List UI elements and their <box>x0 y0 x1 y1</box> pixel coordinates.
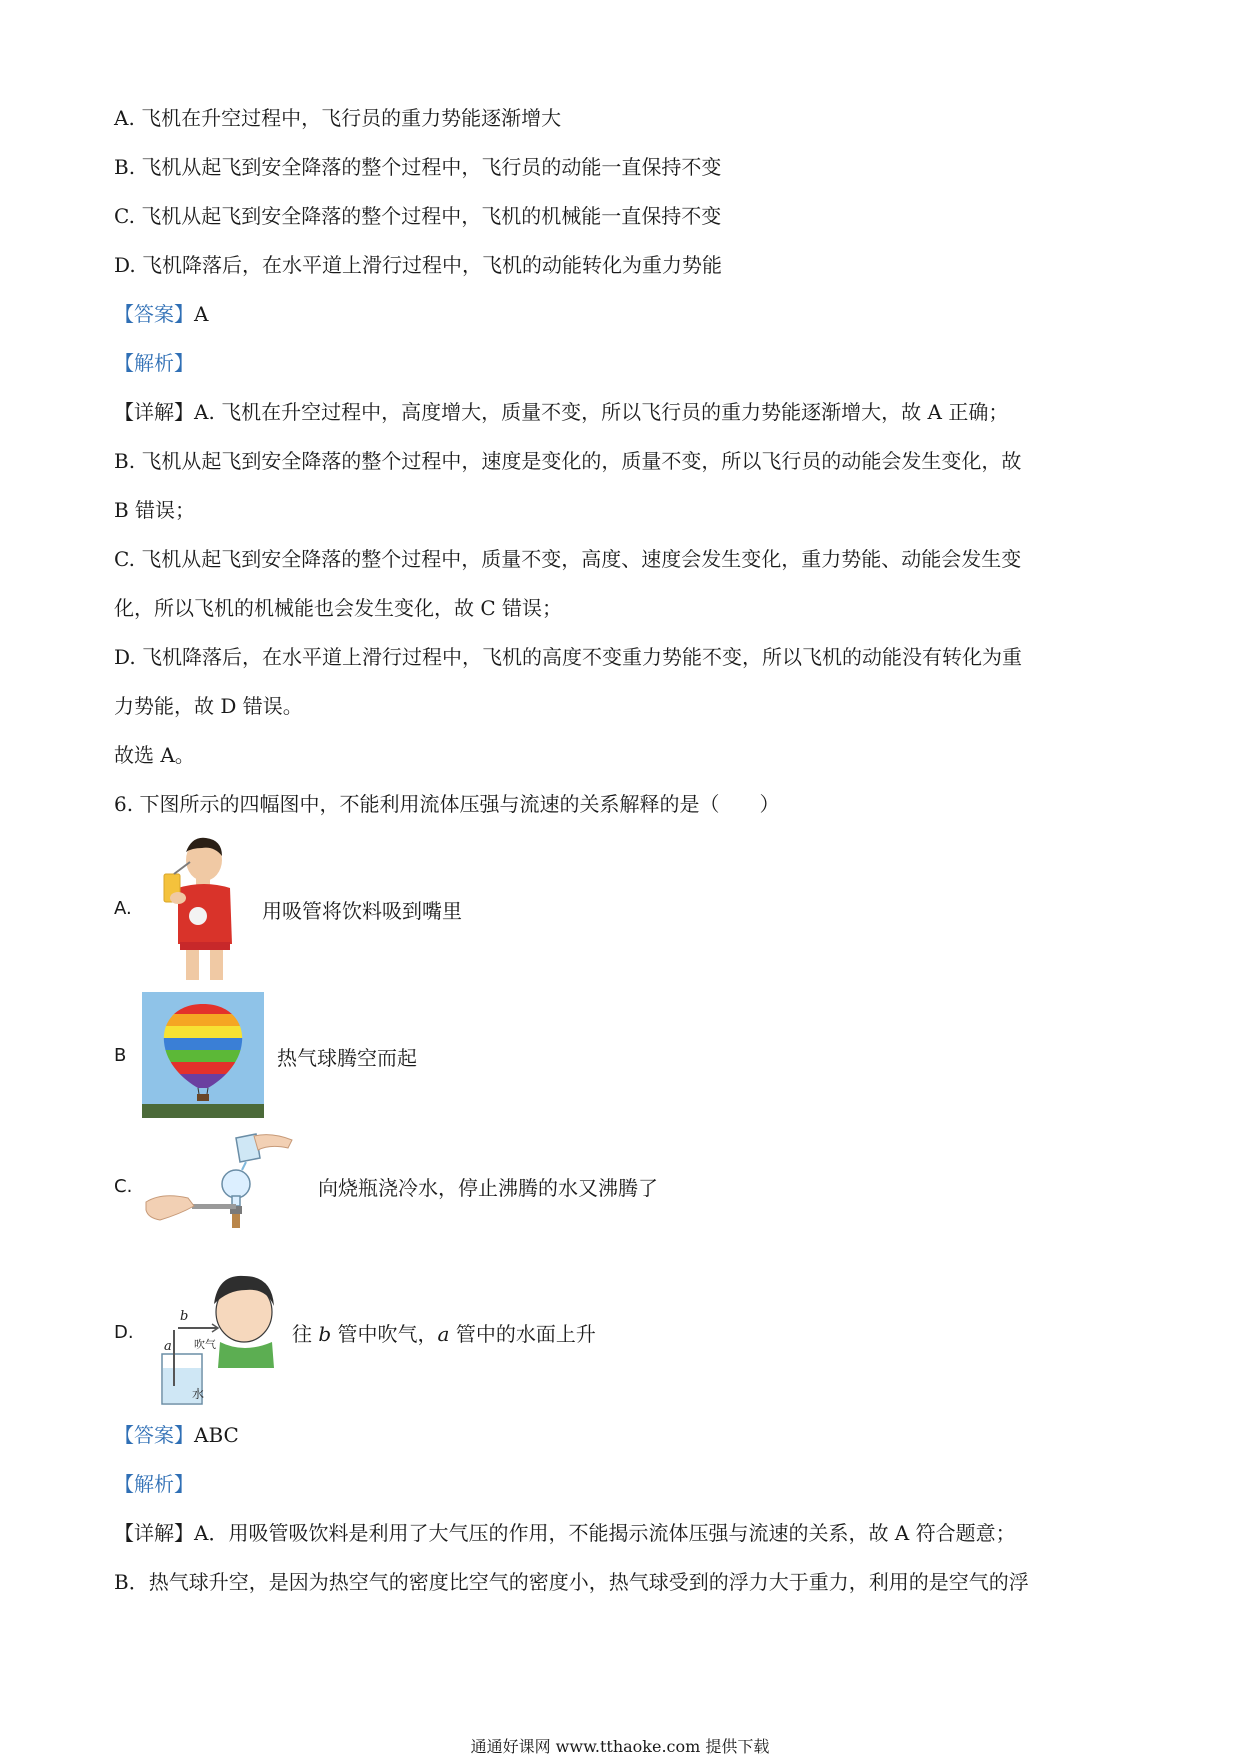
q5-answer-line <box>114 300 208 328</box>
q6-stem: 6. 下图所示的四幅图中，不能利用流体压强与流速的关系解释的是（ ） <box>114 792 780 816</box>
q6-option-b-letter: B <box>114 1045 127 1066</box>
option-d-text-1: 往 <box>292 1322 319 1346</box>
q6-option-d-text <box>292 1318 596 1347</box>
answer-tag: 【答案】 <box>114 302 194 326</box>
water-label: 水 <box>192 1387 205 1401</box>
blow-tube-figure <box>148 1258 280 1406</box>
q5-detail-line-3: B 错误； <box>114 498 196 522</box>
q5-option-c: C. 飞机从起飞到安全降落的整个过程中，飞机的机械能一直保持不变 <box>114 204 722 228</box>
tube-a-label: a <box>164 1339 172 1354</box>
answer-value: ABC <box>194 1423 239 1447</box>
q6-answer-line <box>114 1421 239 1449</box>
detail-text: A. 飞机在升空过程中，高度增大，质量不变，所以飞行员的重力势能逐渐增大，故 A 正确； <box>194 400 1009 424</box>
answer-value: A <box>194 302 209 326</box>
page-footer: 通通好课网 www.tthaoke.com 提供下载 <box>470 1737 770 1756</box>
q6-analysis-tag: 【解析】 <box>114 1472 194 1496</box>
answer-tag: 【答案】 <box>114 1423 194 1447</box>
q5-option-a: A. 飞机在升空过程中，飞行员的重力势能逐渐增大 <box>114 106 562 130</box>
flask-cold-water-figure <box>142 1132 302 1232</box>
detail-tag: 【详解】 <box>114 1521 194 1545</box>
q6-option-a-letter: A. <box>114 898 132 919</box>
q5-detail-line-1 <box>114 398 1008 426</box>
option-d-text-2: 管中吹气， <box>331 1322 438 1346</box>
q6-detail-line-2: B．热气球升空，是因为热空气的密度比空气的密度小，热气球受到的浮力大于重力，利用的是空气的浮 <box>114 1570 1029 1594</box>
q5-detail-line-5: 化，所以飞机的机械能也会发生变化，故 C 错误； <box>114 596 563 620</box>
tube-b-label: b <box>180 1309 189 1324</box>
q5-detail-line-7: 力势能，故 D 错误。 <box>114 694 303 718</box>
boy-drinking-figure <box>152 832 242 982</box>
q6-option-d-letter: D. <box>114 1322 134 1343</box>
q5-detail-line-2: B. 飞机从起飞到安全降落的整个过程中，速度是变化的，质量不变，所以飞行员的动能会发生变化，故 <box>114 449 1022 473</box>
option-d-var-a: a <box>437 1322 450 1346</box>
q5-detail-line-4: C. 飞机从起飞到安全降落的整个过程中，质量不变，高度、速度会发生变化，重力势能、动能会发生变 <box>114 547 1022 571</box>
q5-detail-line-8: 故选 A。 <box>114 743 195 767</box>
q6-option-c-text: 向烧瓶浇冷水，停止沸腾的水又沸腾了 <box>318 1176 658 1200</box>
detail-text: A．用吸管吸饮料是利用了大气压的作用，不能揭示流体压强与流速的关系，故 A 符合题意； <box>194 1521 1016 1545</box>
option-d-var-b: b <box>318 1322 332 1346</box>
detail-tag: 【详解】 <box>114 400 194 424</box>
q6-option-b-text: 热气球腾空而起 <box>277 1046 417 1070</box>
hot-air-balloon-figure <box>142 992 264 1118</box>
option-d-text-3: 管中的水面上升 <box>449 1322 596 1346</box>
q5-analysis-tag: 【解析】 <box>114 351 194 375</box>
q5-option-d: D. 飞机降落后，在水平道上滑行过程中，飞机的动能转化为重力势能 <box>114 253 723 277</box>
q6-option-c-letter: C. <box>114 1176 133 1197</box>
q5-option-b: B. 飞机从起飞到安全降落的整个过程中，飞行员的动能一直保持不变 <box>114 155 722 179</box>
q6-option-a-text: 用吸管将饮料吸到嘴里 <box>262 899 462 923</box>
q6-detail-line-1 <box>114 1519 1016 1547</box>
blow-label: 吹气 <box>194 1338 216 1351</box>
q5-detail-line-6: D. 飞机降落后，在水平道上滑行过程中，飞机的高度不变重力势能不变，所以飞机的动能没有转化为重 <box>114 645 1023 669</box>
